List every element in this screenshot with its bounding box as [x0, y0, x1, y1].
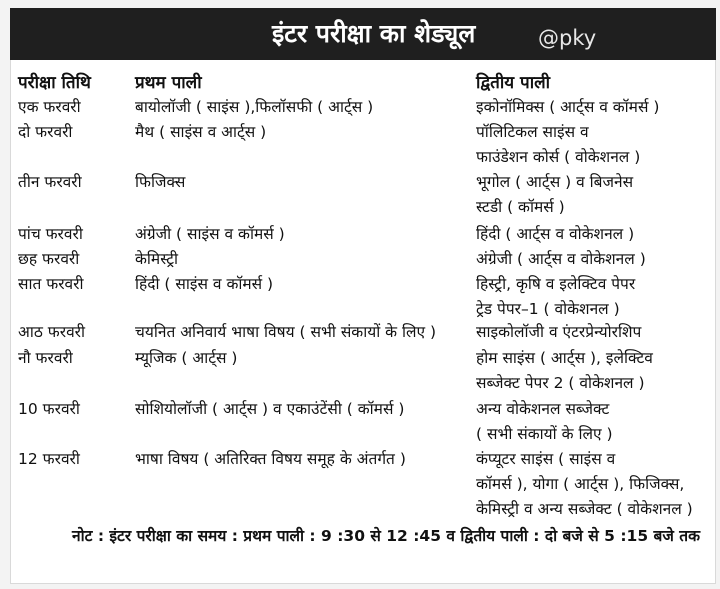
- header-second-shift: द्वितीय पाली: [476, 73, 551, 93]
- row-second-shift: सब्जेक्ट पेपर 2 ( वोकेशनल ): [476, 374, 645, 392]
- row-second-shift: फाउंडेशन कोर्स ( वोकेशनल ): [476, 148, 641, 166]
- row-second-shift: अन्य वोकेशनल सब्जेक्ट: [476, 400, 610, 418]
- row-second-shift: कॉमर्स ), योगा ( आर्ट्स ), फिजिक्स,: [476, 475, 685, 493]
- row-date: छह फरवरी: [18, 250, 80, 268]
- row-first-shift: फिजिक्स: [135, 173, 186, 191]
- row-date: नौ फरवरी: [18, 349, 73, 367]
- header-first-shift: प्रथम पाली: [135, 73, 202, 93]
- row-second-shift: होम साइंस ( आर्ट्स ), इलेक्टिव: [476, 349, 653, 367]
- row-second-shift: पॉलिटिकल साइंस व: [476, 123, 589, 141]
- row-date: दो फरवरी: [18, 123, 73, 141]
- row-second-shift: अंग्रेजी ( आर्ट्स व वोकेशनल ): [476, 250, 646, 268]
- title-banner: [10, 8, 716, 60]
- row-first-shift: चयनित अनिवार्य भाषा विषय ( सभी संकायों के लिए ): [135, 323, 437, 341]
- timing-note: नोट : इंटर परीक्षा का समय : प्रथम पाली : 9 :30 से 12 :45 व द्वितीय पाली : दो बजे से 5 :15 बजे तक: [72, 527, 700, 545]
- row-second-shift: हिंदी ( आर्ट्स व वोकेशनल ): [476, 225, 635, 243]
- row-second-shift: ( सभी संकायों के लिए ): [476, 425, 613, 443]
- page-title: इंटर परीक्षा का शेड्यूल: [272, 19, 476, 48]
- row-second-shift: साइकोलॉजी व एंटरप्रेन्योरशिप: [476, 323, 642, 341]
- row-first-shift: मैथ ( साइंस व आर्ट्स ): [135, 123, 267, 141]
- source-handle: @pky: [538, 26, 597, 50]
- row-date: आठ फरवरी: [18, 323, 86, 341]
- row-first-shift: अंग्रेजी ( साइंस व कॉमर्स ): [135, 225, 285, 243]
- row-date: 12 फरवरी: [18, 450, 80, 468]
- row-first-shift: सोशियोलॉजी ( आर्ट्स ) व एकाउंटेंसी ( कॉमर्स ): [135, 400, 405, 418]
- header-date: परीक्षा तिथि: [18, 73, 91, 93]
- row-second-shift: भूगोल ( आर्ट्स ) व बिजनेस: [476, 173, 634, 191]
- row-first-shift: केमिस्ट्री: [135, 250, 179, 268]
- row-second-shift: हिस्ट्री, कृषि व इलेक्टिव पेपर: [476, 275, 636, 293]
- row-first-shift: म्यूजिक ( आर्ट्स ): [135, 349, 238, 367]
- row-second-shift: ट्रेड पेपर–1 ( वोकेशनल ): [476, 300, 620, 318]
- row-first-shift: भाषा विषय ( अतिरिक्त विषय समूह के अंतर्गत ): [135, 450, 406, 468]
- row-first-shift: बायोलॉजी ( साइंस ),फिलॉसफी ( आर्ट्स ): [135, 98, 374, 116]
- row-date: सात फरवरी: [18, 275, 84, 293]
- row-date: एक फरवरी: [18, 98, 81, 116]
- row-second-shift: केमिस्ट्री व अन्य सब्जेक्ट ( वोकेशनल ): [476, 500, 693, 518]
- row-second-shift: इकोनॉमिक्स ( आर्ट्स व कॉमर्स ): [476, 98, 660, 116]
- row-date: तीन फरवरी: [18, 173, 82, 191]
- row-date: 10 फरवरी: [18, 400, 80, 418]
- row-first-shift: हिंदी ( साइंस व कॉमर्स ): [135, 275, 274, 293]
- row-second-shift: कंप्यूटर साइंस ( साइंस व: [476, 450, 616, 468]
- row-second-shift: स्टडी ( कॉमर्स ): [476, 198, 565, 216]
- row-date: पांच फरवरी: [18, 225, 83, 243]
